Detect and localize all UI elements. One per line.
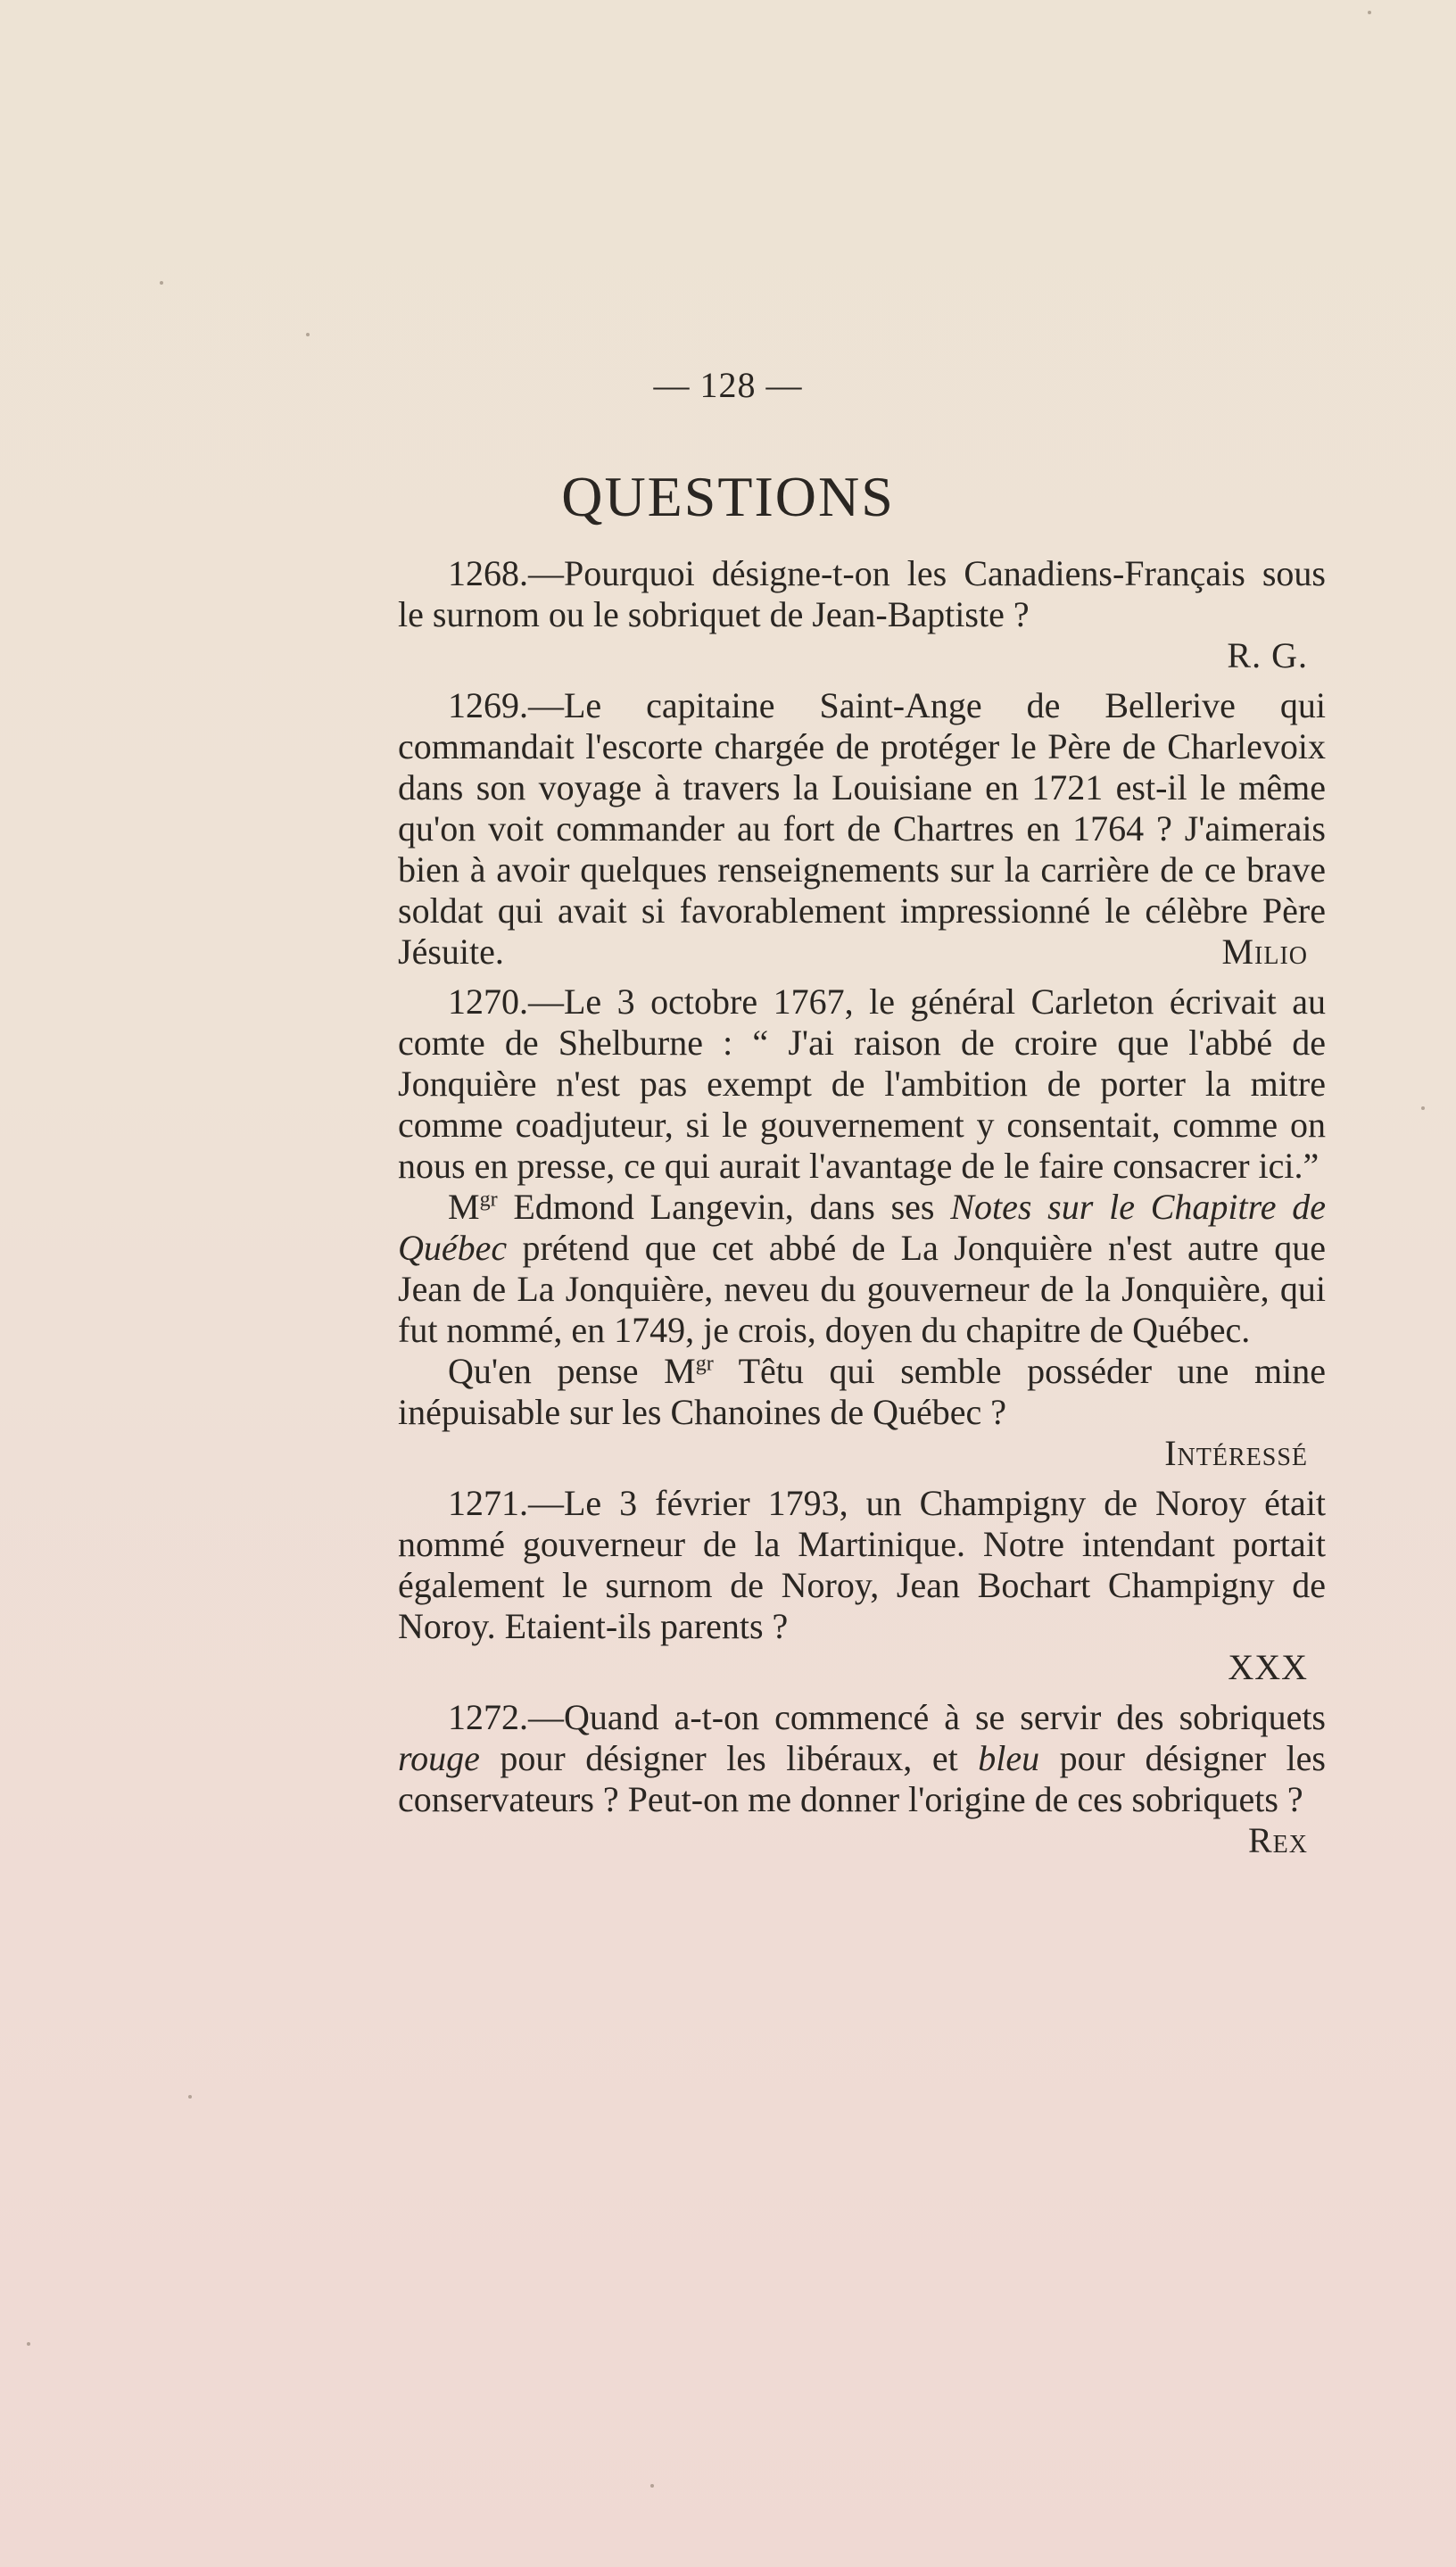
question-1268	[398, 553, 1326, 676]
question-text-body: 1269.—Le capitaine Saint-Ange de Bellerive qui commandait l'escorte chargée de protéger le Père de Charlevoix dans son voyage à travers la Louisiane en 1721 est-il le même qu'on voit commander au fort de Chartres en 1764 ? J'aimerais bien à avoir quelques renseignements sur la carrière de ce brave soldat qui avait si favorablement impressionné le célèbre Père Jésuite.	[398, 685, 1326, 972]
question-signature: Intéressé	[1164, 1433, 1308, 1473]
question-1270	[398, 981, 1326, 1474]
question-text-continued: Qu'en pense $M^{gr}$ Têtu qui semble posséder une mine inépuisable sur les Chanoines de Québec ?	[398, 1351, 1326, 1432]
question-text	[398, 685, 1326, 973]
paper-speck	[1368, 11, 1371, 14]
section-title: QUESTIONS	[561, 465, 895, 528]
question-text: 1270.—Le 3 octobre 1767, le général Carleton écrivait au comte de Shelburne : “ J'ai raison de croire que l'abbé de Jonquière n'est pas exempt de l'ambition de porter la mitre comme coadjuteur, si le gouvernement y consentait, comme on nous en presse, ce qui aurait l'avantage de le faire consacrer ici.”	[398, 981, 1326, 1186]
question-text: 1268.—Pourquoi désigne-t-on les Canadiens-Français sous le surnom ou le sobriquet de Jean-Baptiste ?	[398, 553, 1326, 634]
question-1269	[398, 685, 1326, 973]
question-text-continued: $M^{gr}$ Edmond Langevin, dans ses Notes sur le Chapitre de Québec prétend que cet abbé de La Jonquière n'est autre que Jean de La Jonquière, neveu du gouverneur de la Jonquière, qui fut nommé, en 1749, je crois, doyen du chapitre de Québec.	[398, 1187, 1327, 1350]
page-number: — 128 —	[653, 365, 803, 405]
paper-speck	[27, 2342, 30, 2346]
questions-body	[398, 553, 1326, 1870]
paper-speck	[1421, 1106, 1425, 1110]
question-signature: Milio	[1221, 932, 1308, 972]
question-1272	[398, 1697, 1326, 1861]
question-1271	[398, 1483, 1326, 1688]
paper-speck	[188, 2095, 192, 2099]
paper-speck	[306, 333, 310, 336]
question-text: 1272.—Quand a-t-on commencé à se servir des sobriquets rouge pour désigner les libéraux, et bleu pour désigner les conservateurs ? Peut-on me donner l'origine de ces sobriquets ? Rex	[398, 1697, 1326, 1860]
book-title: Notes sur le Chapitre de Québec	[398, 1187, 1327, 1268]
paper-speck	[650, 2484, 654, 2488]
question-text: 1271.—Le 3 février 1793, un Champigny de Noroy était nommé gouverneur de la Martinique. Notre intendant portait également le surnom de Noroy, Jean Bochart Champigny de Noroy. Etaient-ils parents ?	[398, 1483, 1326, 1646]
question-signature: R. G.	[1227, 635, 1308, 675]
paper-speck	[160, 281, 163, 285]
question-signature: XXX	[1228, 1647, 1308, 1687]
question-signature: Rex	[1247, 1820, 1308, 1860]
